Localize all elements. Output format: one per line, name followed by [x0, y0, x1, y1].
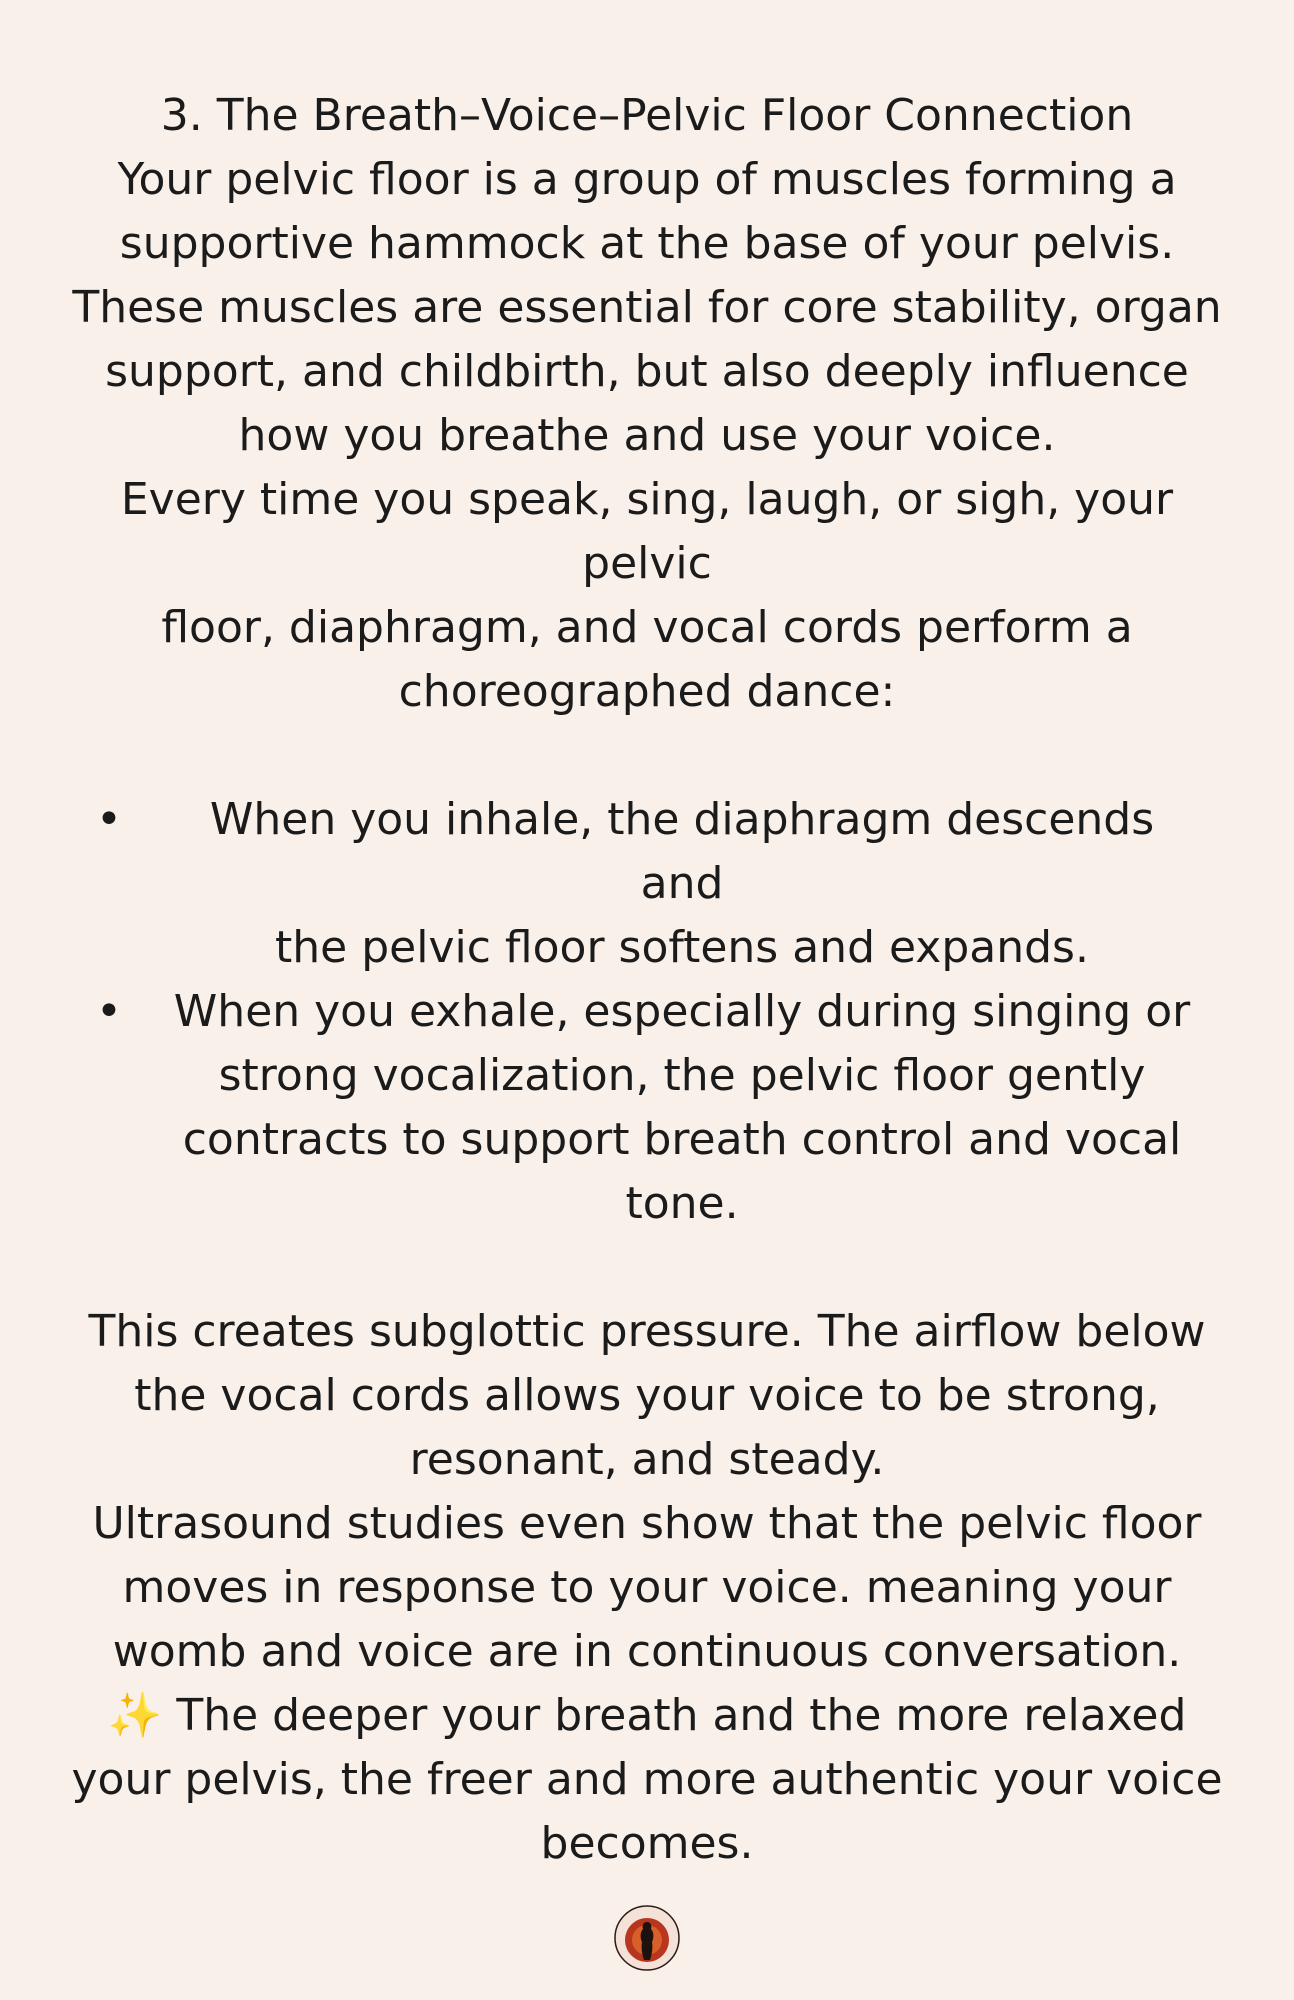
paragraph-line: floor, diaphragm, and vocal cords perform a [161, 602, 1133, 653]
sparkles-icon: ✨ [107, 1690, 163, 1741]
paragraph-line: how you breathe and use your voice. [238, 410, 1056, 461]
paragraph-line: moves in response to your voice. meaning your [122, 1562, 1172, 1613]
document-body [60, 84, 1234, 1876]
spacer [60, 724, 1234, 788]
list-item-line: strong vocalization, the pelvic floor gently [218, 1050, 1146, 1101]
list-item-line: When you exhale, especially during singing or [173, 986, 1191, 1037]
paragraph-line: choreographed dance: [398, 666, 896, 717]
paragraph-line: support, and childbirth, but also deeply influence [105, 346, 1189, 397]
list-item-line: contracts to support breath control and vocal [182, 1114, 1182, 1165]
paragraph-line: becomes. [540, 1818, 754, 1869]
bullet-icon: • [96, 986, 122, 1037]
paragraph-line: womb and voice are in continuous conversation. [112, 1626, 1182, 1677]
paragraph-text: The deeper your breath and the more relaxed [162, 1690, 1187, 1741]
paragraph-line: Every time you speak, sing, laugh, or sigh, your pelvic [120, 474, 1174, 589]
paragraph-line: resonant, and steady. [409, 1434, 885, 1485]
paragraph-line: Ultrasound studies even show that the pelvic floor [92, 1498, 1202, 1549]
list-item-line: tone. [625, 1178, 739, 1229]
list-item-line: the pelvic floor softens and expands. [275, 922, 1089, 973]
paragraph-line: the vocal cords allows your voice to be strong, [134, 1370, 1160, 1421]
bullet-icon: • [96, 794, 122, 845]
paragraph-line: These muscles are essential for core stability, organ [72, 282, 1222, 333]
paragraph-line: your pelvis, the freer and more authentic your voice [71, 1754, 1223, 1805]
bullet-list [60, 788, 1234, 1236]
brand-logo-icon [613, 1904, 681, 1972]
paragraph-line: supportive hammock at the base of your pelvis. [119, 218, 1175, 269]
paragraph-line: This creates subglottic pressure. The airflow below [88, 1306, 1206, 1357]
list-item [60, 980, 1234, 1236]
spacer [60, 1236, 1234, 1300]
paragraph-line [60, 1684, 1234, 1748]
list-item-line: When you inhale, the diaphragm descends and [209, 794, 1155, 909]
section-heading: 3. The Breath–Voice–Pelvic Floor Connection [160, 90, 1134, 141]
paragraph-line: Your pelvic floor is a group of muscles forming a [117, 154, 1177, 205]
list-item [60, 788, 1234, 980]
